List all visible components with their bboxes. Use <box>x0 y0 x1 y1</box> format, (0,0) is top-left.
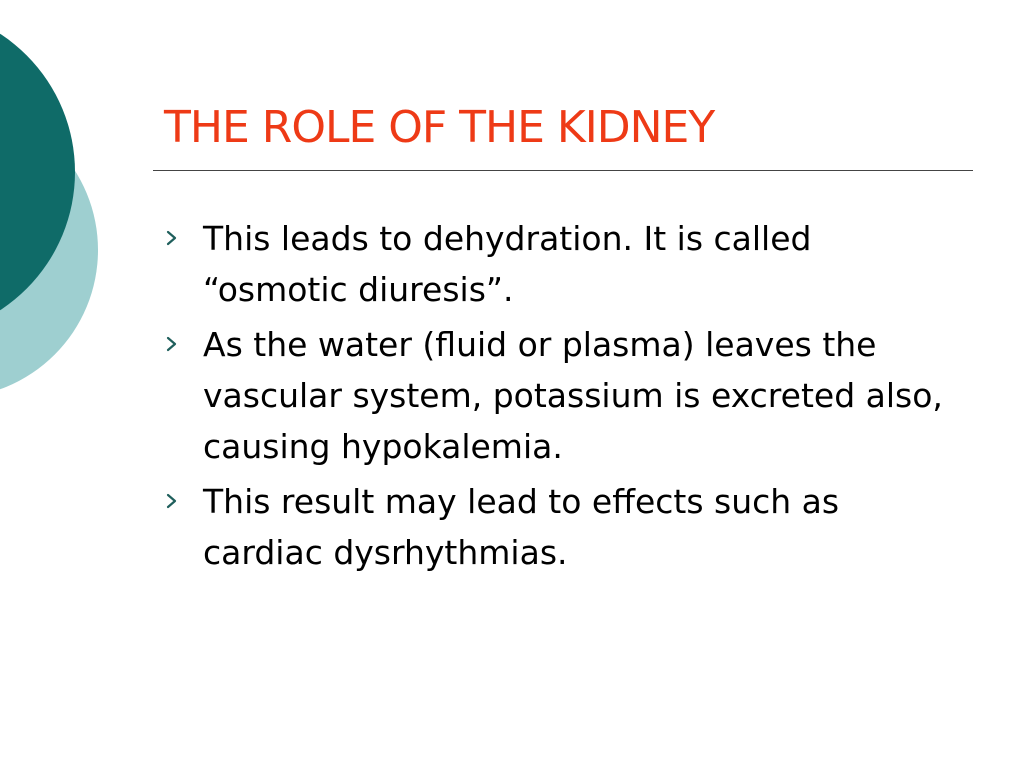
bullet-item <box>163 476 953 578</box>
bullet-text: As the water (fluid or plasma) leaves the vascular system, potassium is excreted also, causing hypokalemia. <box>203 325 943 466</box>
slide-title: THE ROLE OF THE KIDNEY <box>164 102 715 153</box>
chevron-right-icon <box>165 336 179 352</box>
bullet-list <box>163 213 953 582</box>
bullet-text: This result may lead to effects such as cardiac dysrhythmias. <box>203 482 840 572</box>
bullet-item <box>163 319 953 472</box>
chevron-right-icon <box>165 230 179 246</box>
chevron-right-icon <box>165 493 179 509</box>
bullet-text: This leads to dehydration. It is called “osmotic diuresis”. <box>203 219 812 309</box>
bullet-item <box>163 213 953 315</box>
decorative-circles <box>0 0 110 410</box>
title-divider <box>153 170 973 171</box>
